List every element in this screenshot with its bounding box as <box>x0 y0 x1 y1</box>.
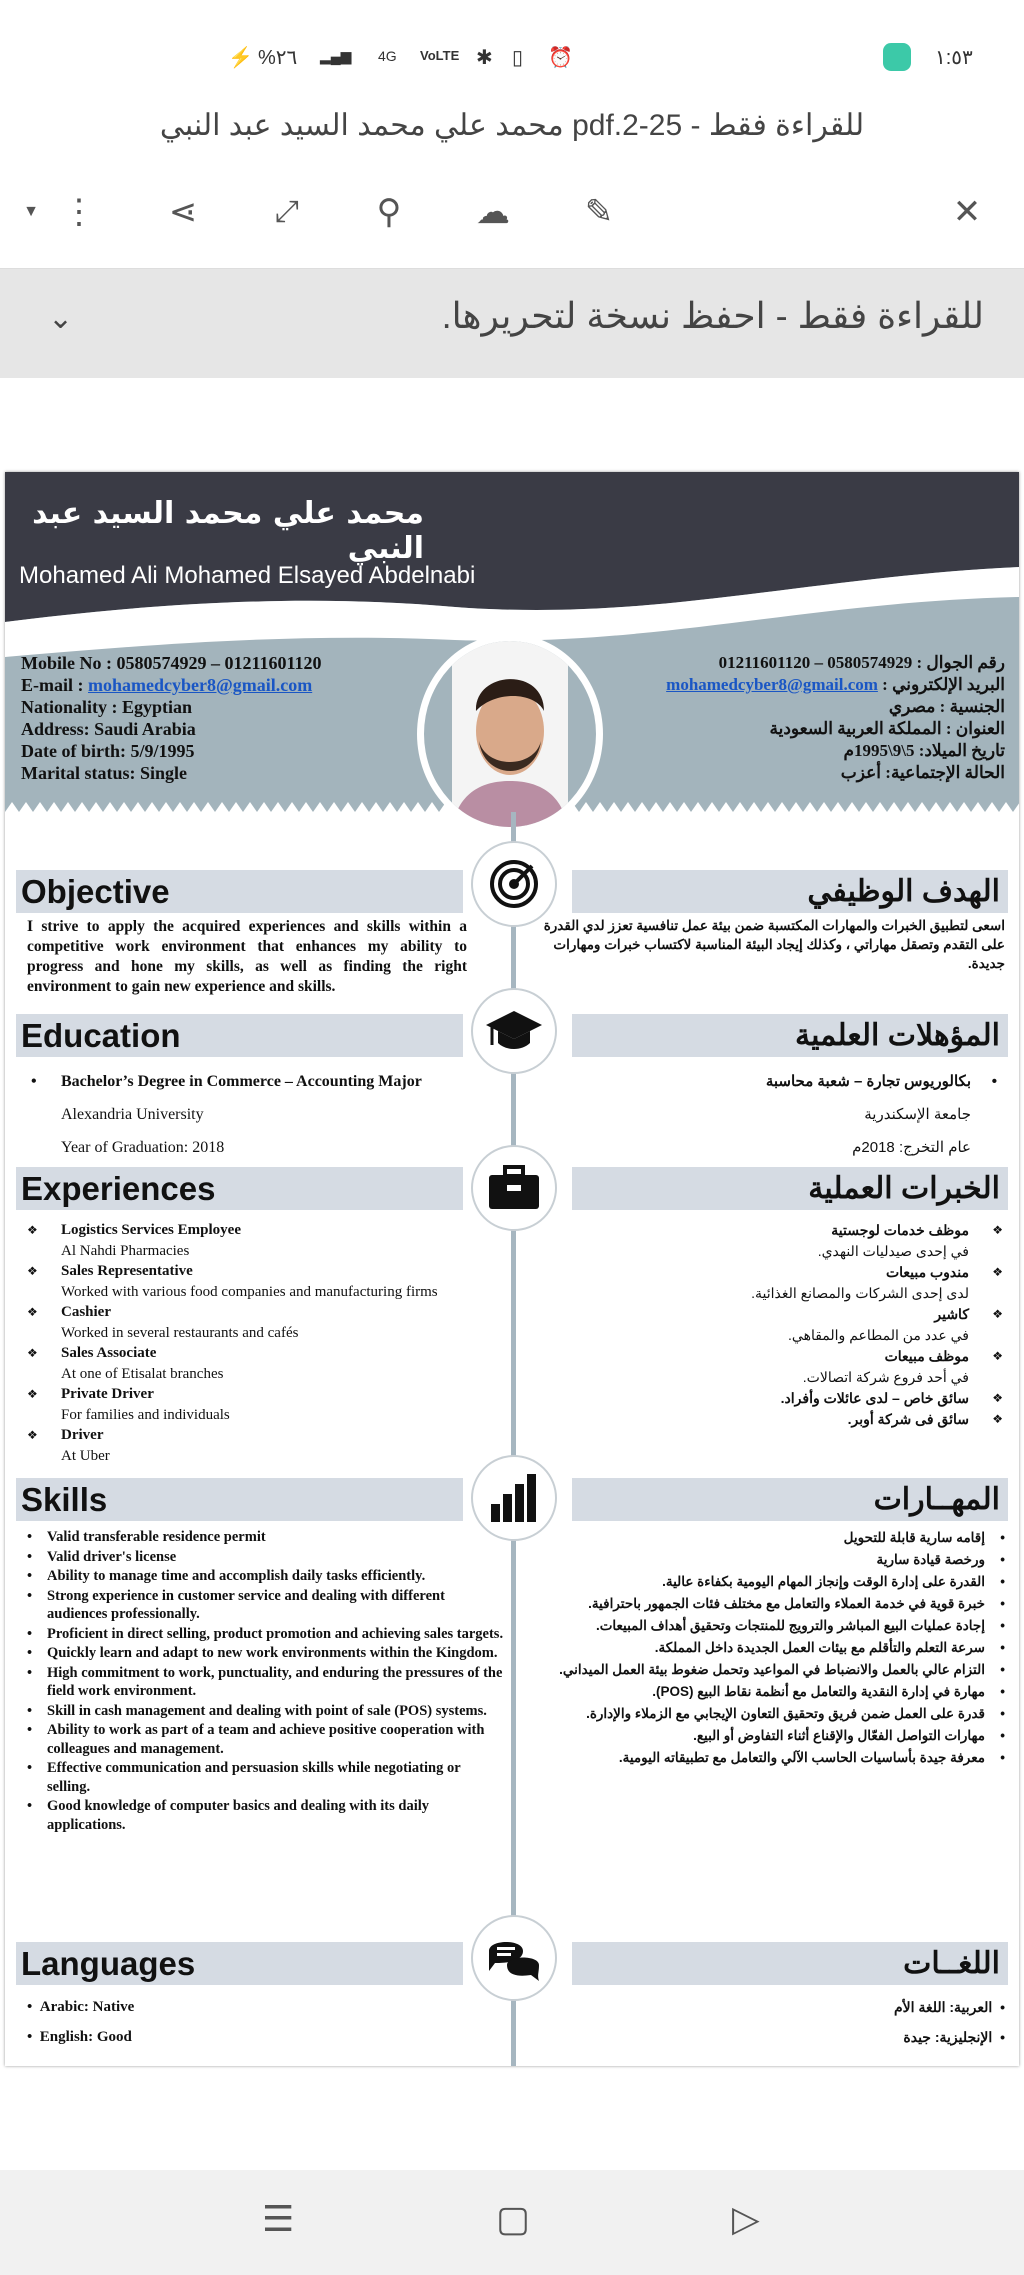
bullet-icon: • <box>1000 1530 1005 1545</box>
heading-skills-ar: المهــارات <box>572 1478 1008 1521</box>
bullet-icon: • <box>1000 1706 1005 1721</box>
job-description: Worked with various food companies and manufacturing firms <box>61 1283 438 1300</box>
job-title: Driver <box>61 1427 104 1443</box>
skill-text: Valid driver's license <box>47 1548 177 1565</box>
more-icon[interactable]: ⋮ <box>62 193 96 231</box>
skill-text: ورخصة قيادة سارية <box>876 1552 985 1567</box>
volte-icon: VoLTE <box>420 48 460 63</box>
skill-text: مهارات التواصل الفعّال والإقناع أثناء التفاوض أو البيع. <box>693 1728 985 1743</box>
job-title: سائق خاص – لدى عائلات وأفراد. <box>780 1390 969 1406</box>
skill-item <box>27 1797 505 1834</box>
marital-status: Marital status: Single <box>21 763 187 783</box>
language-english-ar: الإنجليزية: جيدة <box>903 2029 993 2045</box>
home-icon[interactable]: ▢ <box>496 2198 531 2239</box>
bullet-icon: ❖ <box>992 1265 1003 1279</box>
bullet-icon: • <box>1000 1574 1005 1589</box>
job-title: مندوب مبيعات <box>885 1264 969 1280</box>
bullet-icon: • <box>27 1702 33 1719</box>
job-title: Private Driver <box>61 1386 154 1402</box>
skill-item <box>535 1704 1005 1723</box>
heading-skills: Skills <box>16 1478 463 1521</box>
address-ar: العنوان : المملكة العربية السعودية <box>769 719 1005 738</box>
target-icon <box>471 841 557 927</box>
language-item-ar: • العربية: اللغة الأم <box>894 1999 1005 2015</box>
banner-text: للقراءة فقط - احفظ نسخة لتحريرها. <box>441 295 984 336</box>
experience-item <box>575 1346 1005 1388</box>
profile-photo <box>417 634 603 834</box>
experience-item <box>575 1304 1005 1346</box>
marital-ar: الحالة الإجتماعية: أعزب <box>840 763 1005 782</box>
skill-text: قدرة على العمل ضمن فريق وتحقيق التعاون الإيجابي مع الزملاء والإدارة. <box>586 1706 985 1721</box>
chevron-down-icon[interactable]: ⌄ <box>48 302 74 335</box>
status-bar <box>0 45 1024 85</box>
heading-objective: Objective <box>16 870 463 913</box>
skill-item <box>535 1682 1005 1701</box>
job-title: سائق فى شركة أوبر. <box>847 1411 969 1427</box>
objective-text: I strive to apply the acquired experiences and skills within a competitive work environment that enhances my ability to progress and hone my skills, as well as finding the right environment to gain new experience and skills. <box>27 918 467 995</box>
email-link[interactable]: mohamedcyber8@gmail.com <box>88 675 313 695</box>
heading-languages: Languages <box>16 1942 463 1985</box>
job-description: At Uber <box>61 1447 110 1464</box>
bullet-icon: ❖ <box>27 1264 38 1278</box>
skill-text: سرعة التعلم والتأقلم مع بيئات العمل الجديدة داخل المملكة. <box>654 1640 985 1655</box>
skill-item <box>27 1759 505 1796</box>
bullet-icon: • <box>1000 1684 1005 1699</box>
email-label: E-mail : <box>21 675 88 695</box>
name-arabic: محمد علي محمد السيد عبد النبي <box>32 496 424 566</box>
skill-text: القدرة على إدارة الوقت وإنجاز المهام اليومية بكفاءة عالية. <box>662 1574 985 1589</box>
skill-text: خبرة قوية في خدمة العملاء والتعامل مع مختلف فئات الجمهور باحترافية. <box>588 1596 985 1611</box>
bullet-icon: ❖ <box>27 1223 38 1237</box>
address: Address: Saudi Arabia <box>21 719 196 739</box>
bullet-icon: • <box>27 1722 33 1738</box>
skill-text: Valid transferable residence permit <box>47 1529 266 1545</box>
bullet-icon: • <box>1000 1662 1005 1677</box>
bullet-icon: ❖ <box>992 1223 1003 1237</box>
job-title: Cashier <box>61 1304 111 1320</box>
skill-text: Strong experience in customer service and dealing with different audiences professionally. <box>47 1587 445 1622</box>
bullet-icon: • <box>1000 1750 1005 1765</box>
skill-item <box>27 1567 505 1586</box>
bullet-icon: • <box>1000 1728 1005 1743</box>
skill-item <box>535 1726 1005 1745</box>
graduation-year: Year of Graduation: 2018 <box>61 1139 225 1156</box>
contact-info-ar <box>666 652 1005 784</box>
skill-item <box>27 1528 505 1547</box>
job-description: في عدد من المطاعم والمقاهي. <box>788 1327 969 1343</box>
skill-item <box>27 1587 505 1624</box>
skill-text: Quickly learn and adapt to new work environments within the Kingdom. <box>47 1645 498 1661</box>
university: Alexandria University <box>61 1106 204 1123</box>
share-icon[interactable]: ⋖ <box>168 193 198 231</box>
job-description: Al Nahdi Pharmacies <box>61 1242 190 1259</box>
job-title: موظف خدمات لوجستية <box>831 1222 969 1238</box>
languages-list <box>27 1992 467 2052</box>
bullet-icon: • <box>27 1625 33 1642</box>
contact-info-en <box>21 652 322 784</box>
dropdown-arrow-icon[interactable]: ▼ <box>23 203 39 220</box>
skill-text: High commitment to work, punctuality, and enduring the pressures of the field work environment. <box>47 1664 503 1699</box>
skill-text: Skill in cash management and dealing with point of sale (POS) systems. <box>47 1702 487 1719</box>
date-of-birth: Date of birth: 5/9/1995 <box>21 741 195 761</box>
nationality-ar: الجنسية : مصري <box>888 697 1005 716</box>
skills-list-ar <box>535 1528 1005 1770</box>
degree: Bachelor’s Degree in Commerce – Accounting Major <box>61 1073 422 1090</box>
bullet-icon: • <box>27 1548 33 1565</box>
degree-ar: بكالوريوس تجارة – شعبة محاسبة <box>765 1073 971 1090</box>
fullscreen-icon[interactable]: ⤢ <box>275 195 299 228</box>
heading-experiences-ar: الخبرات العملية <box>572 1167 1008 1210</box>
skill-item <box>27 1721 505 1758</box>
experience-item <box>575 1220 1005 1262</box>
bullet-icon: • <box>27 1760 33 1776</box>
experience-item <box>575 1409 1005 1430</box>
experience-item <box>25 1384 501 1425</box>
search-icon[interactable]: ⚲ <box>376 193 402 231</box>
name-english: Mohamed Ali Mohamed Elsayed Abdelnabi <box>19 562 476 589</box>
job-title: كاشير <box>934 1306 969 1322</box>
skill-item <box>535 1638 1005 1657</box>
job-description: لدى إحدى الشركات والمصانع الغذائية. <box>751 1285 969 1301</box>
skill-item <box>535 1748 1005 1767</box>
cv-header <box>5 472 1019 812</box>
skill-item <box>27 1664 505 1701</box>
languages-list-ar <box>575 1992 1005 2052</box>
job-description: في إحدى صيدليات النهدي. <box>817 1243 969 1259</box>
education-ar: • بكالوريوس تجارة – شعبة محاسبة جامعة الإسكندرية عام التخرج: 2018م <box>575 1065 1005 1164</box>
skill-text: التزام عالي بالعمل والانضباط في المواعيد وتحمل ضغوط بيئة العمل الميداني. <box>559 1662 985 1677</box>
language-item: • English: Good <box>27 2029 132 2045</box>
experience-list <box>25 1220 501 1466</box>
language-item-ar: • الإنجليزية: جيدة <box>903 2029 1005 2045</box>
mobile-label: Mobile No : <box>21 653 117 673</box>
graduation-year-ar: عام التخرج: 2018م <box>852 1139 971 1156</box>
bullet-icon: • <box>1000 1640 1005 1655</box>
language-english: English: Good <box>39 2029 132 2045</box>
skill-text: معرفة جيدة بأساسيات الحاسب الآلي والتعامل مع تطبيقاته اليومية. <box>618 1750 985 1765</box>
skill-item <box>535 1660 1005 1679</box>
experience-list-ar <box>575 1220 1005 1430</box>
heading-education-ar: المؤهلات العلمية <box>572 1014 1008 1057</box>
skill-text: Good knowledge of computer basics and dealing with its daily applications. <box>47 1798 430 1833</box>
skill-text: إجادة عمليات البيع المباشر والترويج للمنتجات وتحقيق أهداف المبيعات. <box>595 1618 985 1633</box>
heading-experiences: Experiences <box>16 1167 463 1210</box>
job-description: Worked in several restaurants and cafés <box>61 1324 299 1341</box>
app-notification-icon <box>883 43 911 71</box>
education-en: • Bachelor’s Degree in Commerce – Accounting Major Alexandria University Year of Graduation: 2018 <box>27 1065 467 1164</box>
bullet-icon: ❖ <box>27 1305 38 1319</box>
bullet-icon: ❖ <box>992 1349 1003 1363</box>
skill-item <box>27 1644 505 1663</box>
heading-objective-ar: الهدف الوظيفي <box>572 870 1008 913</box>
experience-item <box>25 1220 501 1261</box>
language-item: • Arabic: Native <box>27 1999 135 2015</box>
experience-item <box>25 1302 501 1343</box>
battery-level: %٢٦ <box>258 47 298 69</box>
job-title: Sales Representative <box>61 1263 193 1279</box>
bullet-icon: • <box>27 1798 33 1814</box>
job-description: في أحد فروع شركة اتصالات. <box>802 1369 969 1385</box>
job-title: Logistics Services Employee <box>61 1222 241 1238</box>
heading-languages-ar: اللغــات <box>572 1942 1008 1985</box>
document-title: محمد علي محمد السيد عبد النبي pdf.2-25 - للقراءة فقط <box>159 109 865 142</box>
bullet-icon: • <box>27 1664 33 1681</box>
job-description: For families and individuals <box>61 1406 230 1423</box>
skill-item <box>535 1550 1005 1569</box>
mobile-value: 0580574929 – 01211601120 <box>116 653 322 673</box>
toolbar <box>0 185 1024 245</box>
skill-item <box>535 1616 1005 1635</box>
chat-bubbles-icon <box>471 1915 557 2001</box>
university-ar: جامعة الإسكندرية <box>864 1106 971 1123</box>
skill-text: مهارة في إدارة النقدية والتعامل مع أنظمة نقاط البيع (POS). <box>652 1684 985 1699</box>
bullet-icon: • <box>27 1587 33 1604</box>
bluetooth-icon: ✱ <box>476 47 493 69</box>
recent-apps-icon[interactable]: ☰ <box>262 2198 295 2239</box>
skill-item <box>27 1702 505 1721</box>
signal-icon: ▂▄▆ <box>320 48 352 64</box>
back-icon[interactable]: ▷ <box>732 2198 760 2239</box>
bullet-icon: • <box>1000 1552 1005 1567</box>
email-link-ar[interactable]: mohamedcyber8@gmail.com <box>666 675 878 694</box>
job-title: Sales Associate <box>61 1345 157 1361</box>
language-arabic: Arabic: Native <box>39 1999 135 2015</box>
experience-item <box>575 1388 1005 1409</box>
read-only-banner[interactable] <box>0 268 1024 378</box>
email-label-ar: البريد الإلكتروني : <box>877 675 1005 694</box>
graduation-cap-icon <box>471 988 557 1074</box>
bullet-icon: ❖ <box>27 1346 38 1360</box>
vibrate-icon: ▯ <box>512 47 524 69</box>
language-arabic-ar: العربية: اللغة الأم <box>894 1999 993 2015</box>
skill-item <box>535 1594 1005 1613</box>
heading-education: Education <box>16 1014 463 1057</box>
network-4g-icon: 4G <box>378 48 397 64</box>
job-description: At one of Etisalat branches <box>61 1365 224 1382</box>
skill-text: Proficient in direct selling, product promotion and achieving sales targets. <box>47 1625 504 1642</box>
job-title: موظف مبيعات <box>884 1348 969 1364</box>
bullet-icon: ❖ <box>992 1391 1003 1405</box>
clock: ١:٥٣ <box>935 47 973 69</box>
mobile-ar: رقم الجوال : 0580574929 – 01211601120 <box>718 653 1005 672</box>
edit-icon[interactable]: ✎ <box>584 193 614 231</box>
bullet-icon: ❖ <box>27 1428 38 1442</box>
briefcase-icon <box>471 1145 557 1231</box>
bullet-icon: ❖ <box>992 1412 1003 1426</box>
bullet-icon: ❖ <box>27 1387 38 1401</box>
system-nav-bar <box>0 2170 1024 2275</box>
experience-item <box>25 1343 501 1384</box>
bullet-icon: • <box>27 1568 33 1584</box>
bullet-icon: ❖ <box>992 1307 1003 1321</box>
bullet-icon: • <box>1000 1596 1005 1611</box>
dob-ar: تاريخ الميلاد: 5\9\1995م <box>843 741 1005 760</box>
alarm-icon: ⏰ <box>548 47 573 69</box>
nationality: Nationality : Egyptian <box>21 697 193 717</box>
bullet-icon: • <box>1000 1618 1005 1633</box>
skill-item <box>535 1572 1005 1591</box>
objective-text-ar: اسعى لتطبيق الخبرات والمهارات المكتسبة ضمن بيئة عمل تنافسية تعزز لدي القدرة على التقدم وتصقل مهاراتي ، وكذلك إيجاد البيئة المناسبة لاكتساب خبرات ومهارات جديدة. <box>543 918 1005 971</box>
close-icon[interactable]: ✕ <box>952 193 982 231</box>
cv-page <box>5 472 1019 2066</box>
skill-text: إقامه سارية قابلة للتحويل <box>843 1530 985 1545</box>
bullet-icon: • <box>27 1529 33 1545</box>
skill-item <box>27 1625 505 1644</box>
experience-item <box>25 1425 501 1466</box>
cloud-upload-icon[interactable]: ☁ <box>476 193 510 231</box>
bullet-icon: • <box>27 1645 33 1661</box>
skill-text: Effective communication and persuasion skills while negotiating or selling. <box>47 1760 461 1795</box>
experience-item <box>25 1261 501 1302</box>
skill-item <box>27 1548 505 1567</box>
skill-text: Ability to work as part of a team and achieve positive cooperation with colleagues and management. <box>47 1722 485 1757</box>
experience-item <box>575 1262 1005 1304</box>
charging-icon: ⚡ <box>228 47 253 69</box>
skills-list <box>27 1528 505 1835</box>
skill-text: Ability to manage time and accomplish daily tasks efficiently. <box>47 1568 426 1584</box>
skill-item <box>535 1528 1005 1547</box>
